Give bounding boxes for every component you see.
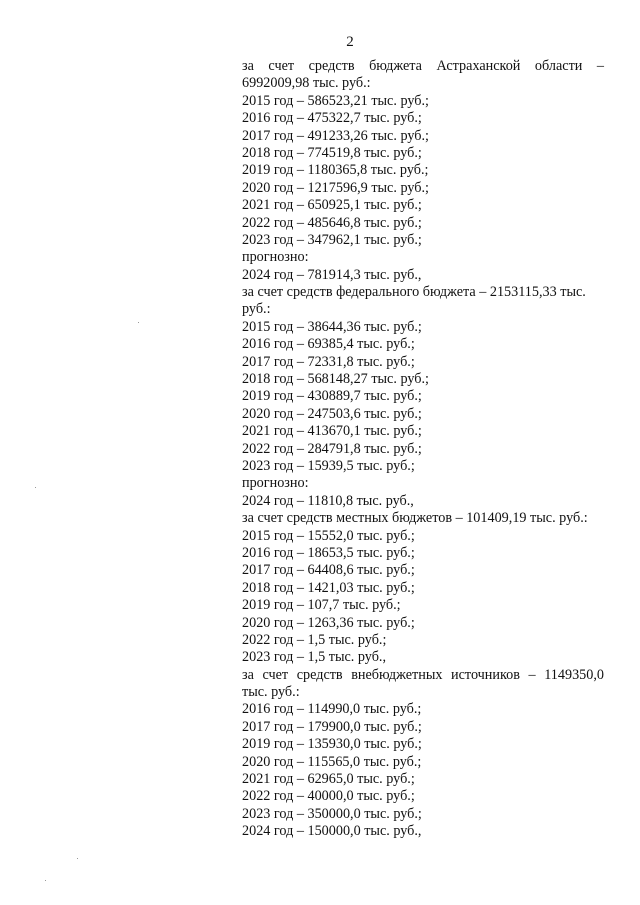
year-line: 2017 год – 72331,8 тыс. руб.; (242, 353, 415, 370)
year-line: 2018 год – 1421,03 тыс. руб.; (242, 579, 415, 596)
section-extra-budgetary-sources (242, 667, 604, 841)
scan-speck (77, 858, 78, 859)
year-line: 2019 год – 430889,7 тыс. руб.; (242, 388, 422, 405)
year-line: 2021 год – 62965,0 тыс. руб.; (242, 771, 415, 788)
scan-speck (138, 322, 139, 323)
section-heading: за счет средств местных бюджетов – 101409,19 тыс. руб.: (242, 510, 588, 527)
year-line: 2018 год – 774519,8 тыс. руб.; (242, 144, 422, 161)
year-line: 2015 год – 38644,36 тыс. руб.; (242, 318, 422, 335)
scan-speck (45, 880, 46, 881)
year-line: 2016 год – 69385,4 тыс. руб.; (242, 336, 415, 353)
year-line: 2020 год – 115565,0 тыс. руб.; (242, 753, 422, 770)
year-line: 2017 год – 64408,6 тыс. руб.; (242, 562, 415, 579)
year-line: 2023 год – 1,5 тыс. руб., (242, 649, 387, 666)
year-line: 2022 год – 40000,0 тыс. руб.; (242, 788, 415, 805)
section-heading: тыс. руб.: (242, 684, 300, 701)
section-local-budgets (242, 510, 604, 667)
section-heading: за счет средств бюджета Астраханской области – (242, 58, 604, 74)
year-line: 2020 год – 247503,6 тыс. руб.; (242, 405, 422, 422)
year-line: 2015 год – 15552,0 тыс. руб.; (242, 527, 415, 544)
year-line: 2017 год – 491233,26 тыс. руб.; (242, 127, 429, 144)
year-line: 2024 год – 781914,3 тыс. руб., (242, 266, 422, 283)
year-line: 2022 год – 485646,8 тыс. руб.; (242, 214, 422, 231)
year-line: 2023 год – 15939,5 тыс. руб.; (242, 457, 415, 474)
year-line: 2023 год – 350000,0 тыс. руб.; (242, 805, 422, 822)
funding-text-block (242, 58, 604, 841)
section-heading: руб.: (242, 301, 271, 318)
forecast-label: прогнозно: (242, 475, 309, 492)
year-line: 2021 год – 413670,1 тыс. руб.; (242, 423, 422, 440)
section-heading: за счет средств федерального бюджета – 2153115,33 тыс. (242, 284, 586, 301)
year-line: 2022 год – 1,5 тыс. руб.; (242, 631, 387, 648)
year-line: 2015 год – 586523,21 тыс. руб.; (242, 92, 429, 109)
section-regional-budget (242, 58, 604, 284)
year-line: 2020 год – 1263,36 тыс. руб.; (242, 614, 415, 631)
scan-speck (35, 487, 36, 488)
year-line: 2021 год – 650925,1 тыс. руб.; (242, 197, 422, 214)
year-line: 2022 год – 284791,8 тыс. руб.; (242, 440, 422, 457)
year-line: 2016 год – 475322,7 тыс. руб.; (242, 110, 422, 127)
section-heading: за счет средств внебюджетных источников – 1149350,0 (242, 666, 604, 683)
forecast-label: прогнозно: (242, 249, 309, 266)
year-line: 2024 год – 150000,0 тыс. руб., (242, 823, 422, 840)
year-line: 2019 год – 107,7 тыс. руб.; (242, 597, 401, 614)
year-line: 2024 год – 11810,8 тыс. руб., (242, 492, 414, 509)
year-line: 2016 год – 114990,0 тыс. руб.; (242, 701, 422, 718)
year-line: 2016 год – 18653,5 тыс. руб.; (242, 544, 415, 561)
page-number: 2 (346, 34, 354, 50)
section-federal-budget (242, 284, 604, 510)
year-line: 2019 год – 1180365,8 тыс. руб.; (242, 162, 429, 179)
section-heading: 6992009,98 тыс. руб.: (242, 75, 371, 92)
year-line: 2019 год – 135930,0 тыс. руб.; (242, 736, 422, 753)
year-line: 2020 год – 1217596,9 тыс. руб.; (242, 179, 429, 196)
year-line: 2017 год – 179900,0 тыс. руб.; (242, 718, 422, 735)
year-line: 2023 год – 347962,1 тыс. руб.; (242, 231, 422, 248)
year-line: 2018 год – 568148,27 тыс. руб.; (242, 371, 429, 388)
